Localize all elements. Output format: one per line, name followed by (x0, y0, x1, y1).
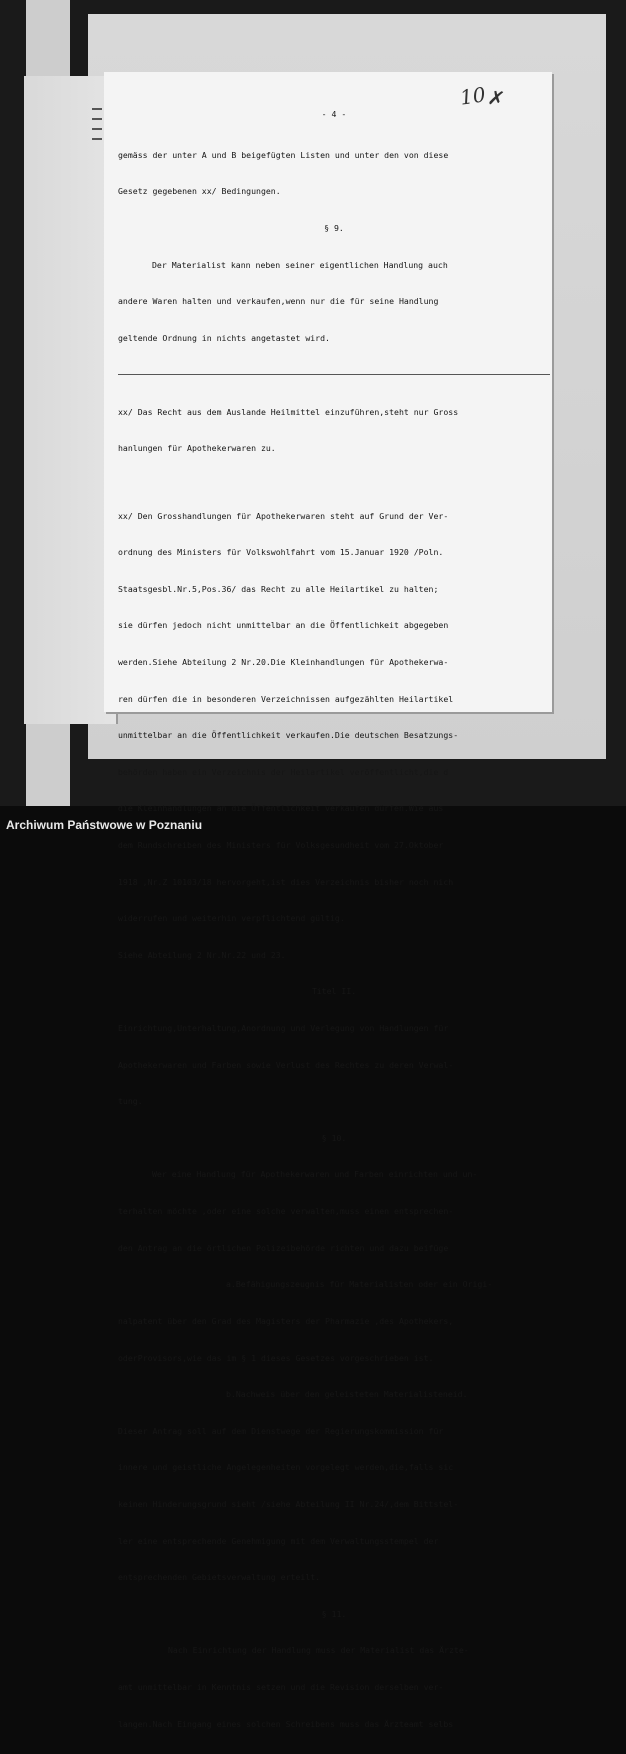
text-line: ler eine entsprechende Genehmigung mit dem Verwaltungsstempel der (118, 1535, 439, 1546)
text-line: Dieser Antrag soll auf dem Dienstwege der Regierungskommission für (118, 1425, 444, 1436)
text-line: Gesetz gegebenen xx/ Bedingungen. (118, 186, 281, 197)
text-line: b.Nachweis über den geleisteten Materialisteneid. (226, 1389, 468, 1400)
footnote-line: die Kleinhandlungen an die Öffentlichkeit verkaufen dürfen.Wie aus (118, 803, 444, 814)
footnote-line: Siehe Abteilung 2 Nr.Nr.22 und 23. (118, 949, 286, 960)
footnote-line: unmittelbar an die Öffentlichkeit verkaufen.Die deutschen Besatzungs- (118, 730, 459, 741)
text-line: nalpatent über den Grad des Magisters der Pharmazie ,des Apothekers, (118, 1315, 454, 1326)
text-line: Apothekerwaren und Farben sowie Verlust des Rechtes zu deren Verwal- (118, 1059, 454, 1070)
binding-holes (92, 100, 102, 160)
text-line: tung. (118, 1096, 143, 1107)
footnote-line: widerrufen und weiterhin verpflichtend gültig. (118, 913, 345, 924)
footnote-line: Staatsgesbl.Nr.5,Pos.36/ das Recht zu alle Heilartikel zu halten; (118, 583, 439, 594)
section-heading: § 10. (321, 1132, 347, 1143)
text-line: Einrichtung,Unterhaltung,Anordnung und Verlegung von Handlungen für (118, 1023, 449, 1034)
text-line: Nach Einrichtung der Handlung muss der Materialist das Ärzte- (168, 1645, 469, 1656)
footnote-line: dem Rundschreiben des Ministers für Volksgesundheit vom 27.Oktober (118, 839, 444, 850)
footnote-line: werden.Siehe Abteilung 2 Nr.20.Die Kleinhandlungen für Apothekerwa- (118, 656, 449, 667)
title-heading: Titel II. (311, 986, 357, 997)
text-line: den Antrag an die örtlichen Polizeibehörde richten und dazu beifüge (118, 1242, 449, 1253)
text-line: keinen Hinderungsgrund sieht /siehe Abteilung II Nr.24/,dem Bittstel- (118, 1498, 459, 1509)
typed-text-block: - 4 - gemäss der unter A und B beigefügten Listen und unter den von diese Gesetz gegebenen xx/ Bedingungen. § 9. Der Materialist kann neben seiner eigentlichen Handlung auch andere Waren halten und verkaufen,wenn nur die für seine Handlung geltende Ordnung in nichts angetastet wird. xx/ Das Recht aus dem Auslande Heilmittel einzuführen,steht nur Gross hanlungen für Apothekerwaren zu. xx/ Den Grosshandlungen für Apothekerwaren steht auf Grund der Ver- ordnung des Ministers für Volkswohlfahrt vom 15.Januar 1920 /Poln. Staatsgesbl.Nr.5,Pos.36/ das Recht zu alle Heilartikel zu halten; sie dürfen jedoch nicht unmittelbar an die Öffentlichkeit abgegeben werden.Siehe Abteilung 2 Nr.20.Die Kleinhandlungen für Apothekerwa- ren dürfen die in besonderen Verzeichnissen aufgezählten Heilartikel unmittelbar an die Öffentlichkeit verkaufen.Die deutschen Besatzungs- behörden haben ein Verzeichnis der Heilartikel veröffentlicht,die d die Kleinhandlungen an die Öffentlichkeit verkaufen dürfen.Wie aus dem Rundschreiben des Ministers für Volksgesundheit vom 27.Oktober 1918 ,Nr.Z 10103/18 hervorgeht,ist dies Verzeichnis bisher noch nich widerrufen und weiterhin verpflichtend gültig. Siehe Abteilung 2 Nr.Nr.22 und 23. Titel II. Einrichtung,Unterhaltung,Anordnung und Verlegung von Handlungen für Apothekerwaren und Farben sowie Verlust des Rechtes zu deren Verwal- tung. § 10. Wer eine Handlung für Apothekerwaren und Farben einrichten und un- terhalten möchte ,oder eine solche verwalten,muss einen entsprechen- den Antrag an die örtlichen Polizeibehörde richten und dazu beifüge a.Befähigungszeugnis für Materialisten oder ein Origi- nalpatent über den Grad des Magisters der Pharmazie ,des Apothekers, oderProvisors,wie das im § 1 dieses Gesetzes vorgeschrieben ist. b.Nachweis über den geleisteten Materialisteneid. Dieser Antrag soll auf dem Dienstwege der Regierungskommission für innere und geistliche Angelegenheiten vorgelegt werden,die,falls sic keinen Hinderungsgrund sieht /siehe Abteilung II Nr.24/,dem Bittstel- ler eine entsprechende Genehmigung mit dem Verwaltungsstempel der entsprechenden Gebietsverwaltung erteilt. § 11. Nach Einrichtung der Handlung muss der Materialist das Ärzte- amt unmittelbar in Kenntnis setzen und die Revision derselben ver- langen.Nach Eingang eines solchen Schreibens muss das Ärzteamt selbs (118, 100, 550, 1754)
archive-caption: Archiwum Państwowe w Poznaniu (6, 818, 203, 832)
text-line: oderProvisors,wie das im § 1 dieses Gesetzes vorgeschrieben ist. (118, 1352, 434, 1363)
footnote-line: hanlungen für Apothekerwaren zu. (118, 443, 276, 454)
handwritten-folio-number: 10 (458, 82, 487, 110)
footnote-line: xx/ Das Recht aus dem Auslande Heilmittel einzuführen,steht nur Gross (118, 406, 459, 417)
text-line: entsprechenden Gebietsverwaltung erteilt. (118, 1572, 321, 1583)
text-line: terhalten möchte ,oder eine solche verwalten,muss einen entsprechen- (118, 1206, 454, 1217)
handwritten-mark: ✗ (486, 84, 507, 112)
text-line: andere Waren halten und verkaufen,wenn nur die für seine Handlung (118, 296, 439, 307)
footnote-line: behörden haben ein Verzeichnis der Heilartikel veröffentlicht,die d (118, 766, 449, 777)
footnote-line: sie dürfen jedoch nicht unmittelbar an die Öffentlichkeit abgegeben (118, 620, 449, 631)
footnote-line: ordnung des Ministers für Volkswohlfahrt vom 15.Januar 1920 /Poln. (118, 547, 444, 558)
section-heading: § 9. (324, 223, 344, 234)
footnote-line: 1918 ,Nr.Z 10103/18 hervorgeht,ist dies Verzeichnis bisher noch nich (118, 876, 454, 887)
text-line: langen.Nach Eingang eines solchen Schreibens muss das Ärzteamt selbs (118, 1718, 454, 1729)
text-line: Der Materialist kann neben seiner eigentlichen Handlung auch (152, 259, 448, 270)
footnote-line: xx/ Den Grosshandlungen für Apothekerwaren steht auf Grund der Ver- (118, 510, 449, 521)
text-line: a.Befähigungszeugnis für Materialisten oder ein Origi- (226, 1279, 493, 1290)
text-line: geltende Ordnung in nichts angetastet wird. (118, 332, 330, 343)
section-heading: § 11. (321, 1608, 347, 1619)
footnote-line: ren dürfen die in besonderen Verzeichnissen aufgezählten Heilartikel (118, 693, 454, 704)
text-line: amt unmittelbar in Kenntnis setzen und die Revision derselben ver- (118, 1682, 444, 1692)
text-line: innere und geistliche Angelegenheiten vorgelegt werden,die,falls sic (118, 1462, 454, 1473)
text-line: gemäss der unter A und B beigefügten Listen und unter den von diese (118, 149, 449, 160)
text-line: Wer eine Handlung für Apothekerwaren und Farben einrichten und un- (152, 1169, 478, 1180)
